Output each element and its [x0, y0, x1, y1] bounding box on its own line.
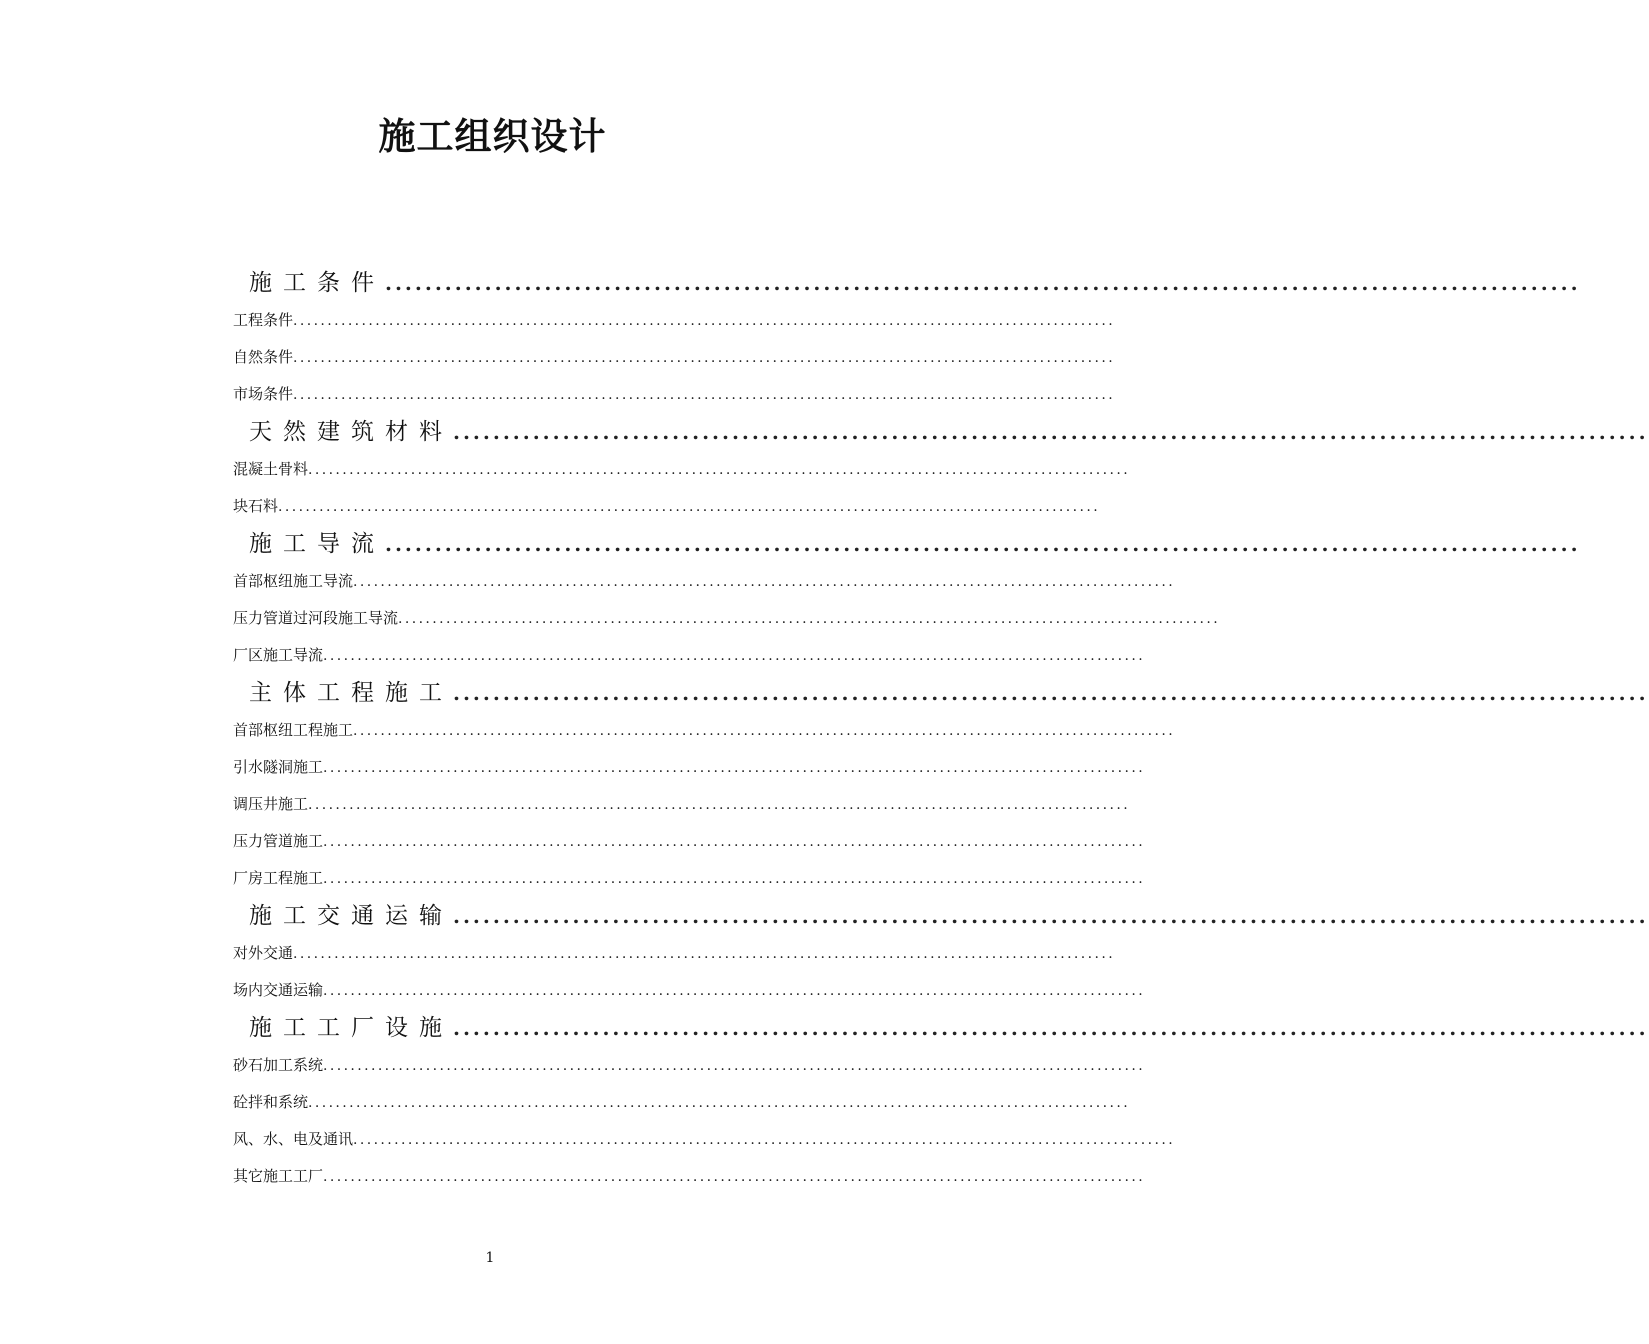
toc-section[interactable] [233, 637, 1146, 674]
toc-label: 天然建筑材料 [249, 419, 453, 445]
toc-chapter[interactable] [233, 674, 1649, 712]
toc-label: 调压井施工 [233, 795, 309, 813]
toc-leader: ........................................................................................................................ [385, 271, 1581, 295]
document-title: 施工组织设计 [378, 114, 607, 158]
toc-chapter[interactable] [233, 413, 1649, 451]
toc-section[interactable] [233, 451, 1131, 488]
toc-section[interactable] [233, 600, 1221, 637]
toc-leader: ........................................................................................................................ [293, 946, 1116, 962]
toc-label: 压力管道过河段施工导流 [233, 609, 399, 627]
toc-leader: ........................................................................................................................ [453, 420, 1649, 444]
toc-leader: ........................................................................................................................ [453, 1016, 1649, 1040]
toc-section[interactable] [233, 935, 1116, 972]
toc-label: 施工条件 [249, 270, 385, 296]
toc-label: 场内交通运输 [233, 981, 324, 999]
toc-section[interactable] [233, 563, 1176, 600]
toc-leader: ........................................................................................................................ [323, 1058, 1146, 1074]
toc-label: 压力管道施工 [233, 832, 324, 850]
toc-label: 块石料 [233, 497, 279, 515]
toc-chapter[interactable] [233, 1009, 1649, 1047]
table-of-contents [233, 264, 1649, 1195]
toc-label: 砂石加工系统 [233, 1056, 324, 1074]
toc-leader: ........................................................................................................................ [323, 760, 1146, 776]
page-number: 1 [485, 1250, 495, 1266]
toc-leader: ........................................................................................................................ [308, 797, 1131, 813]
toc-leader: ........................................................................................................................ [353, 574, 1176, 590]
toc-leader: ........................................................................................................................ [385, 532, 1581, 556]
toc-leader: ........................................................................................................................ [453, 904, 1649, 928]
toc-section[interactable] [233, 712, 1176, 749]
toc-label: 其它施工工厂 [233, 1167, 324, 1185]
toc-section[interactable] [233, 1084, 1131, 1121]
toc-leader: ........................................................................................................................ [308, 462, 1131, 478]
toc-section[interactable] [233, 749, 1146, 786]
toc-label: 市场条件 [233, 385, 294, 403]
toc-label: 引水隧洞施工 [233, 758, 324, 776]
toc-section[interactable] [233, 488, 1101, 525]
toc-chapter[interactable] [233, 264, 1581, 302]
toc-label: 风、水、电及通讯 [233, 1130, 354, 1148]
toc-label: 首部枢纽工程施工 [233, 721, 354, 739]
toc-leader: ........................................................................................................................ [323, 648, 1146, 664]
toc-section[interactable] [233, 302, 1116, 339]
toc-leader: ........................................................................................................................ [293, 387, 1116, 403]
toc-label: 主体工程施工 [249, 680, 453, 706]
toc-label: 首部枢纽施工导流 [233, 572, 354, 590]
toc-chapter[interactable] [233, 525, 1581, 563]
toc-leader: ........................................................................................................................ [308, 1095, 1131, 1111]
toc-label: 对外交通 [233, 944, 294, 962]
toc-leader: ........................................................................................................................ [323, 983, 1146, 999]
toc-label: 砼拌和系统 [233, 1093, 309, 1111]
toc-label: 厂区施工导流 [233, 646, 324, 664]
toc-section[interactable] [233, 1047, 1146, 1084]
toc-leader: ........................................................................................................................ [353, 1132, 1176, 1148]
toc-chapter[interactable] [233, 897, 1649, 935]
toc-section[interactable] [233, 786, 1131, 823]
toc-leader: ........................................................................................................................ [323, 834, 1146, 850]
toc-leader: ........................................................................................................................ [293, 350, 1116, 366]
toc-label: 施工工厂设施 [249, 1015, 453, 1041]
toc-label: 厂房工程施工 [233, 869, 324, 887]
toc-label: 工程条件 [233, 311, 294, 329]
toc-label: 施工导流 [249, 531, 385, 557]
toc-leader: ........................................................................................................................ [323, 871, 1146, 887]
toc-leader: ........................................................................................................................ [453, 681, 1649, 705]
toc-label: 施工交通运输 [249, 903, 453, 929]
toc-section[interactable] [233, 823, 1146, 860]
toc-section[interactable] [233, 972, 1146, 1009]
toc-section[interactable] [233, 339, 1116, 376]
toc-section[interactable] [233, 860, 1146, 897]
toc-section[interactable] [233, 1158, 1146, 1195]
toc-leader: ........................................................................................................................ [398, 611, 1221, 627]
toc-label: 自然条件 [233, 348, 294, 366]
toc-label: 混凝土骨料 [233, 460, 309, 478]
toc-leader: ........................................................................................................................ [278, 499, 1101, 515]
toc-leader: ........................................................................................................................ [293, 313, 1116, 329]
toc-section[interactable] [233, 376, 1116, 413]
toc-section[interactable] [233, 1121, 1176, 1158]
toc-leader: ........................................................................................................................ [353, 723, 1176, 739]
toc-leader: ........................................................................................................................ [323, 1169, 1146, 1185]
